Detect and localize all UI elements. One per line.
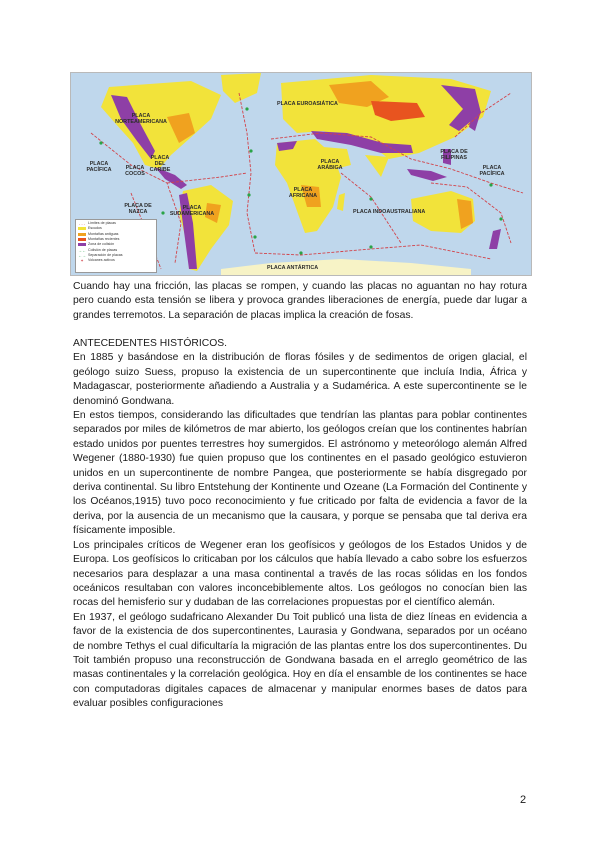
label-placa-euroasiatica: PLACA EUROASIÁTICA	[277, 101, 338, 107]
label-placa-africana: PLACA AFRICANA	[288, 187, 318, 199]
label-placa-nazca: PLACA DE NAZCA	[124, 203, 152, 215]
greenland-landmass	[221, 73, 261, 103]
antarctica-landmass	[221, 259, 471, 275]
volcano-icon: ✦	[80, 258, 84, 264]
new-zealand-islands	[489, 229, 501, 249]
paragraph-suess: En 1885 y basándose en la distribución de floras fósiles y de sedimentos de origen glacial, el geólogo suizo Suess, propuso la existencia de un supercontinente que incluía India, África y Madagascar, posteriormente añadiendo a Australia y a Sudamérica. A este supercontinente se le denominó Gondwana.	[73, 352, 527, 407]
legend-item	[78, 258, 154, 263]
label-placa-pacifica-left: PLACA PACÍFICA	[86, 161, 112, 173]
shield-swatch	[78, 227, 86, 230]
label-placa-arabiga: PLACA ARÁBIGA	[317, 159, 343, 171]
label-placa-sudamericana: PLACA SUDAMERICANA	[169, 205, 215, 217]
indonesia-islands	[407, 169, 447, 181]
legend-label: Colisión de placas	[88, 247, 118, 252]
paragraph-text: Cuando hay una fricción, las placas se rompen, y cuando las placas no aguantan no hay rotura pero cuando esta tensión se libera y provoca grandes liberaciones de energía, puede dar lugar a grandes terremotos. La separación de placas implica la creación de fosas.	[73, 281, 527, 321]
arrows-icon: →←	[78, 247, 86, 253]
old-mountains-swatch	[78, 233, 86, 236]
legend-label: Zona de colisión	[88, 242, 115, 247]
section-heading: ANTECEDENTES HISTÓRICOS.	[73, 338, 228, 349]
legend-label: Montañas antiguas	[88, 231, 119, 236]
label-placa-filipinas: PLACA DE FILIPINAS	[440, 149, 468, 161]
paragraph-friccion	[73, 280, 527, 323]
label-placa-antartica: PLACA ANTÁRTICA	[267, 265, 319, 271]
paragraph-du-toit: En 1937, el geólogo sudafricano Alexander Du Toit publicó una lista de diez líneas en evidencia a favor de la existencia de dos supercontinentes, Laurasia y Gondwana, separados por un océano de nombre Tethys el cual dificultaría la migración de las plantas entre los dos supercontinentes. Du Toit también propuso una reconstrucción de Gondwana basada en el arreglo geométrico de las masas continentales y la correlación geológica. Hoy en día el ensamble de los continentes se hace con computadoras digitales capaces de almacenar y manipular enormes bases de datos para evaluar posibles configuraciones	[73, 611, 527, 710]
label-placa-norteamericana: PLACA NORTEAMERICANA	[115, 113, 167, 125]
map-legend	[75, 219, 157, 273]
label-placa-pacifica-right: PLACA PACÍFICA	[479, 165, 505, 177]
legend-label: Montañas recientes	[88, 237, 120, 242]
label-placa-cocos: PLACA COCOS	[125, 165, 145, 177]
madagascar-landmass	[337, 193, 345, 211]
legend-label: Separación de placas	[88, 252, 123, 257]
tectonic-plates-map	[70, 72, 532, 276]
legend-label: Límites de placas	[88, 221, 116, 226]
page-number: 2	[520, 794, 527, 806]
collision-swatch	[78, 243, 86, 246]
young-mountains-swatch	[78, 238, 86, 241]
paragraph-wegener: En estos tiempos, considerando las dificultades que tendrían las plantas para poblar continentes separados por miles de kilómetros de mar abierto, los geólogos creían que los continentes habrían estado unidos por puentes terrestres hoy sumergidos. El astrónomo y meteorólogo alemán Alfred Wegener (1880-1930) fue quien propuso que los continentes en el pasado geológico estuvieron unidos en un supercontinente de nombre Pangea, que posteriormente se había disgregado por deriva continental. Su libro Entstehung der Kontinente und Ozeane (La Formación del Continente y los Océanos,1915) tuvo poco reconocimiento y fue criticado por falta de evidencia a favor de la deriva, por la ausencia de un mecanismo que la causara, y porque se pensaba que tal deriva era físicamente imposible.	[73, 410, 527, 537]
paragraph-criticos: Los principales críticos de Wegener eran los geofísicos y geólogos de los Estados Unidos y de Europa. Los geofísicos lo criticaban por los cálculos que había llevado a cabo sobre los esfuerzos necesarios para desplazar a una masa continental a través de las rocas sólidas en los fondos oceánicos resultaban con valores inconcebiblemente altos. Los geólogos no conocían bien las rocas del hemisferio sur y dudaban de las correlaciones propuestas por el científico alemán.	[73, 539, 527, 609]
label-placa-indoaustraliana: PLACA INDOAUSTRALIANA	[353, 209, 426, 215]
legend-label: Volcanes activos	[88, 258, 115, 263]
historical-section	[73, 337, 527, 712]
india-landmass	[365, 155, 389, 177]
arrows-icon: ←→	[78, 252, 86, 258]
dashed-line-icon: - - -	[78, 221, 86, 227]
legend-label: Escudos	[88, 226, 102, 231]
label-placa-caribe: PLACA DEL CARIBE	[149, 155, 171, 173]
